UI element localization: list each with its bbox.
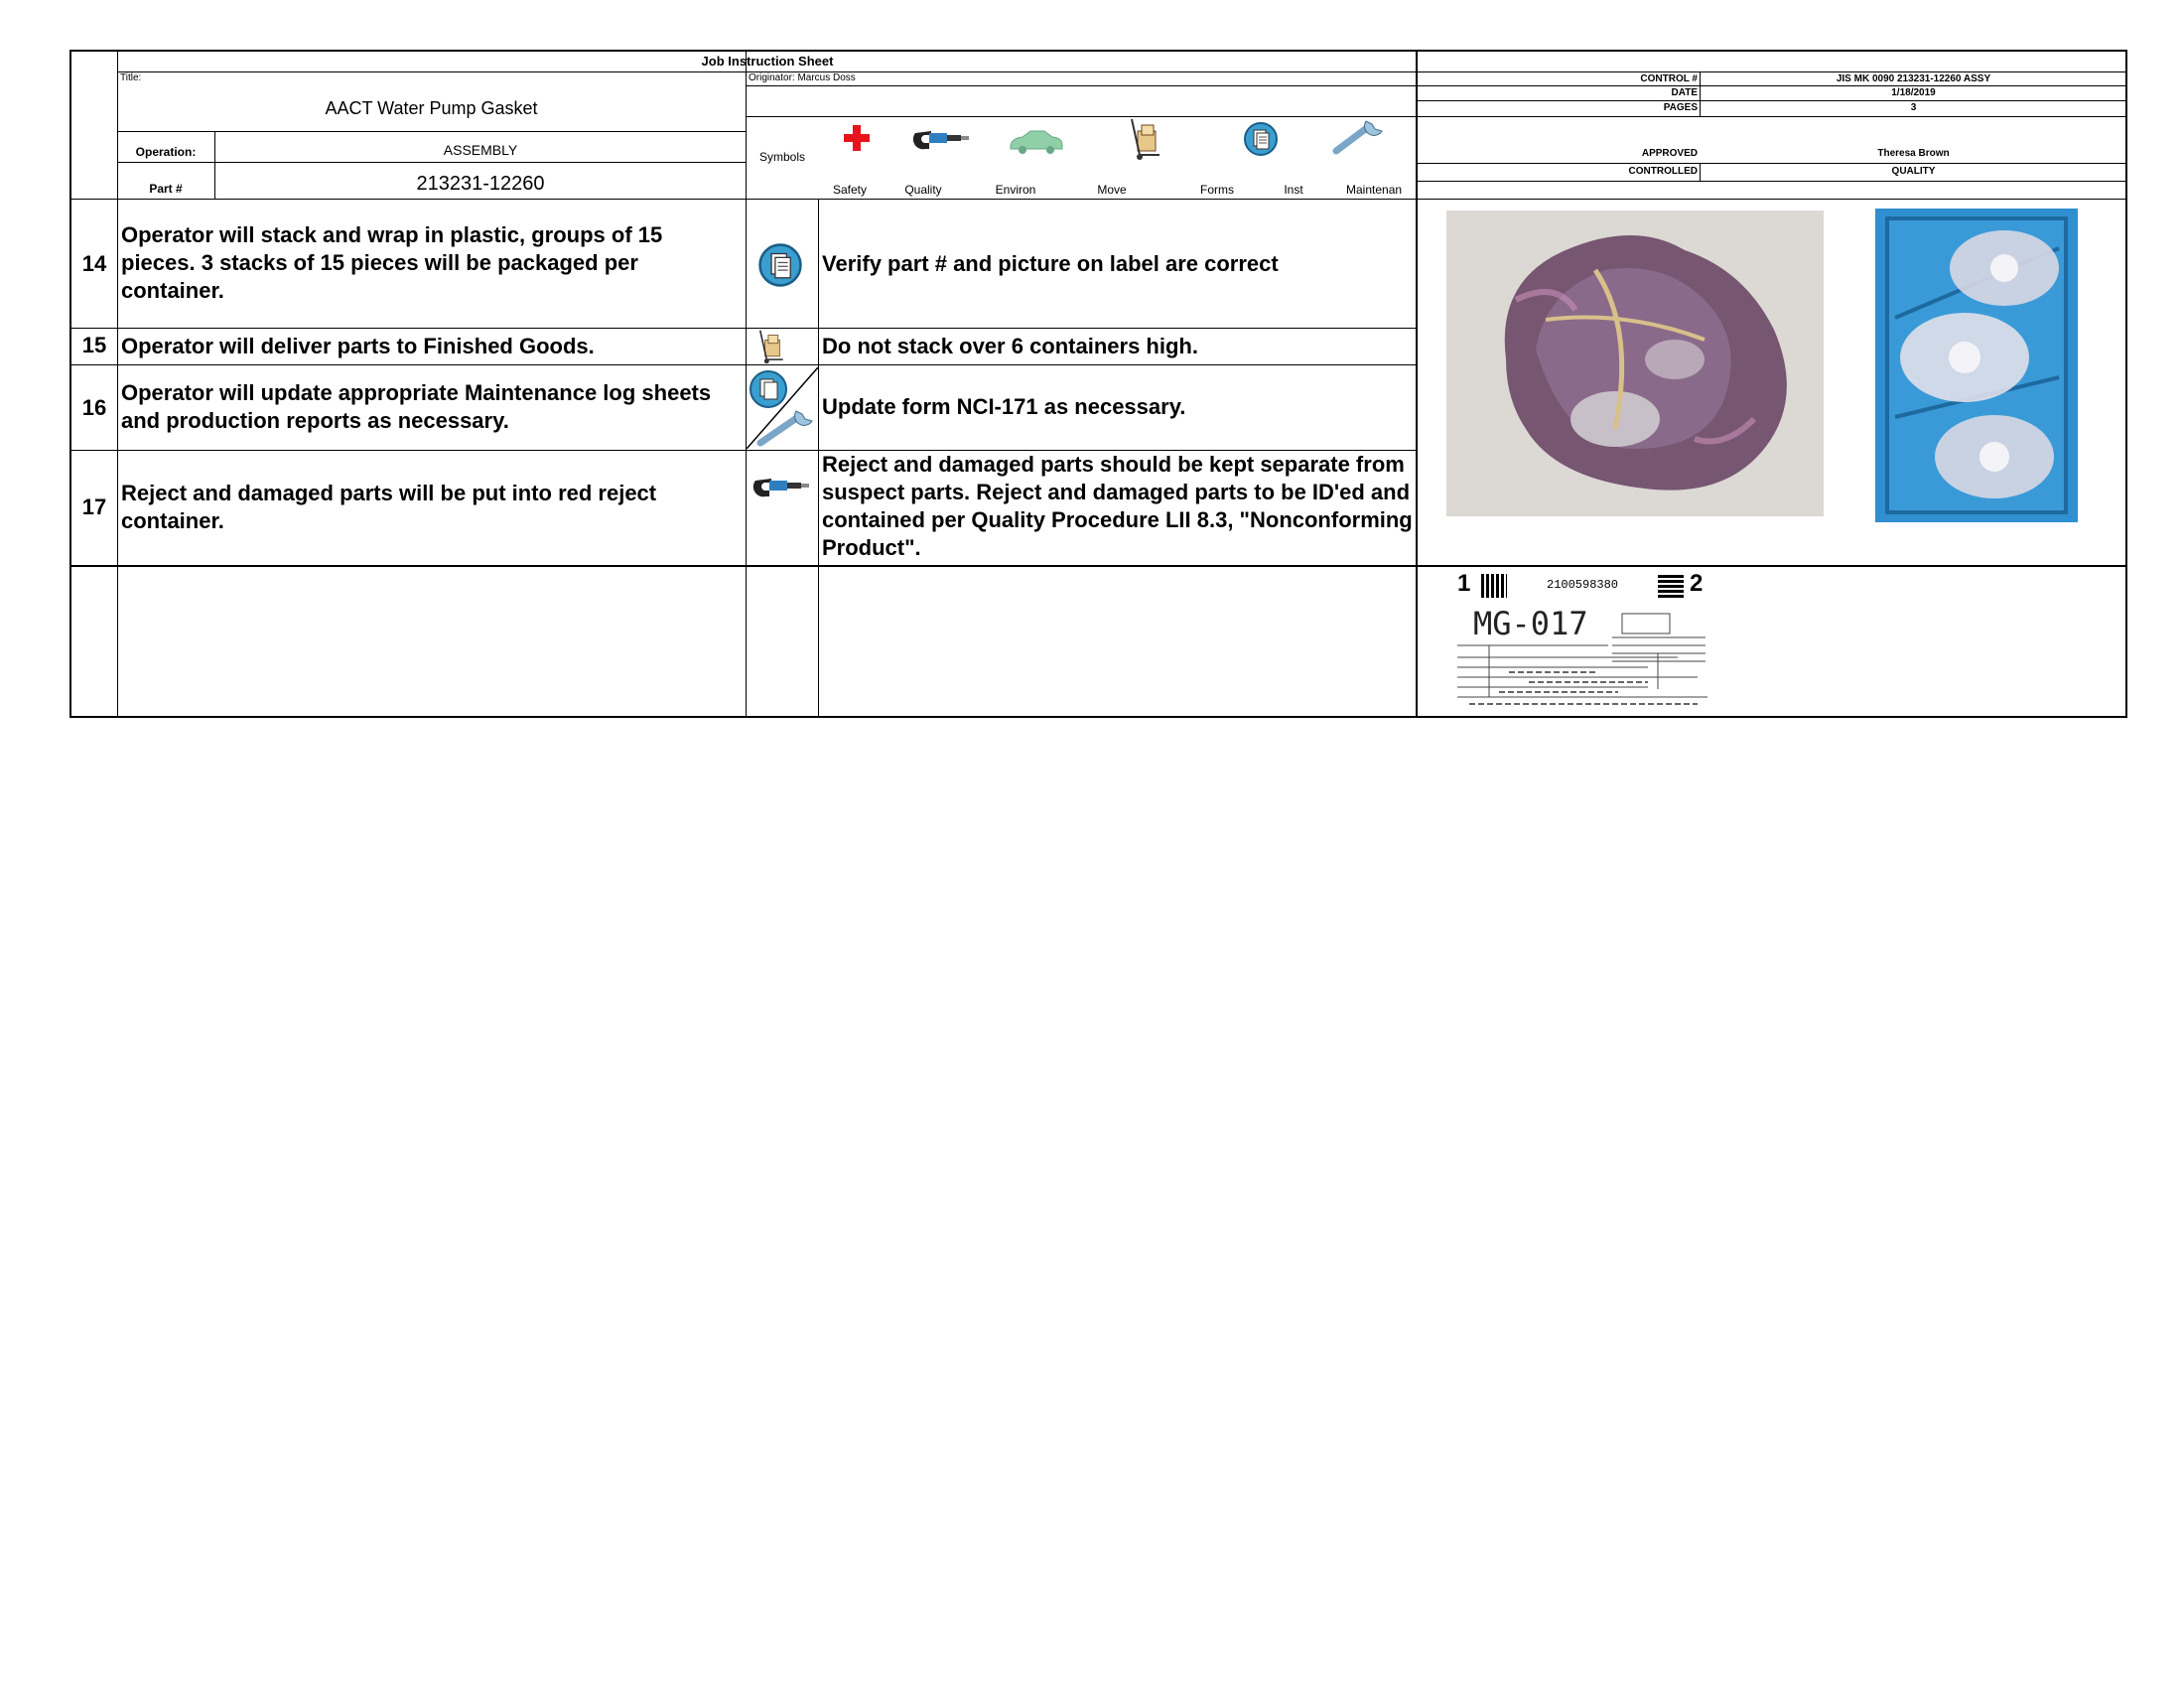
container-label-image	[1449, 570, 1719, 709]
step-note: Do not stack over 6 containers high.	[822, 334, 1198, 358]
step-note: Verify part # and picture on label are correct	[822, 251, 1279, 276]
step-number: 15	[81, 333, 107, 357]
micrometer-icon	[751, 475, 812, 500]
operation-label: Operation:	[135, 145, 197, 159]
symbol-label-inst: Inst	[1284, 183, 1303, 197]
label-right-number: 2	[1690, 570, 1704, 597]
step-note: Reject and damaged parts should be kept separate from suspect parts. Reject and damaged parts to be ID'ed and contained per Quality Procedure LII 8.3, "Nonconforming Product".	[822, 452, 1413, 560]
date-label: DATE	[1671, 87, 1698, 98]
car-icon	[1007, 129, 1066, 155]
form-document-icon	[1243, 121, 1279, 157]
symbol-label-quality: Quality	[904, 183, 942, 197]
hand-truck-icon	[754, 329, 790, 364]
form-and-wrench-icon	[747, 367, 818, 449]
label-left-number: 1	[1457, 570, 1471, 597]
step-note: Update form NCI-171 as necessary.	[822, 394, 1186, 419]
controlled-label: CONTROLLED	[1628, 166, 1698, 177]
hand-truck-icon	[1126, 117, 1167, 161]
wrench-icon	[1330, 117, 1390, 157]
form-document-icon	[757, 242, 803, 288]
label-form-lines	[1449, 605, 1719, 709]
step-instruction: Operator will update appropriate Maintenance log sheets and production reports as necessary.	[121, 380, 712, 433]
micrometer-icon	[911, 127, 971, 153]
sheet-title: Job Instruction Sheet	[701, 54, 834, 69]
part-value: 213231-12260	[416, 173, 545, 195]
date-value: 1/18/2019	[1891, 87, 1936, 98]
step-number: 16	[81, 395, 107, 420]
approved-label: APPROVED	[1641, 148, 1698, 159]
symbol-label-forms: Forms	[1200, 183, 1234, 197]
qr-code-icon	[1481, 574, 1507, 598]
control-label: CONTROL #	[1640, 73, 1698, 84]
packed-container-photo	[1875, 209, 2078, 522]
step-instruction: Operator will stack and wrap in plastic, groups of 15 pieces. 3 stacks of 15 pieces will be packaged per container.	[121, 222, 663, 303]
pages-value: 3	[1910, 102, 1917, 113]
step-number: 14	[81, 251, 107, 276]
controlled-value: QUALITY	[1891, 166, 1936, 177]
originator: Originator: Marcus Doss	[749, 72, 856, 83]
title-value: AACT Water Pump Gasket	[325, 98, 538, 118]
red-cross-icon	[842, 123, 872, 153]
label-barcode-number: 2100598380	[1547, 578, 1619, 592]
qr-code-icon	[1658, 574, 1684, 598]
step-number: 17	[81, 494, 107, 519]
step-instruction: Reject and damaged parts will be put into red reject container.	[121, 481, 657, 533]
symbol-label-safety: Safety	[832, 183, 868, 197]
pages-label: PAGES	[1663, 102, 1698, 113]
part-label: Part #	[149, 182, 183, 196]
step-instruction: Operator will deliver parts to Finished Goods.	[121, 334, 595, 358]
wrapped-gaskets-photo	[1446, 211, 1824, 516]
symbol-label-move: Move	[1097, 183, 1127, 197]
symbols-label: Symbols	[758, 150, 805, 164]
symbol-label-environ: Environ	[995, 183, 1036, 197]
title-label: Title:	[120, 72, 142, 83]
approved-value: Theresa Brown	[1877, 148, 1950, 159]
label-code: MG-017	[1473, 605, 1588, 642]
control-value: JIS MK 0090 213231-12260 ASSY	[1836, 73, 1991, 84]
operation-value: ASSEMBLY	[443, 142, 518, 158]
symbol-label-maintenance: Maintenan	[1346, 184, 1403, 196]
